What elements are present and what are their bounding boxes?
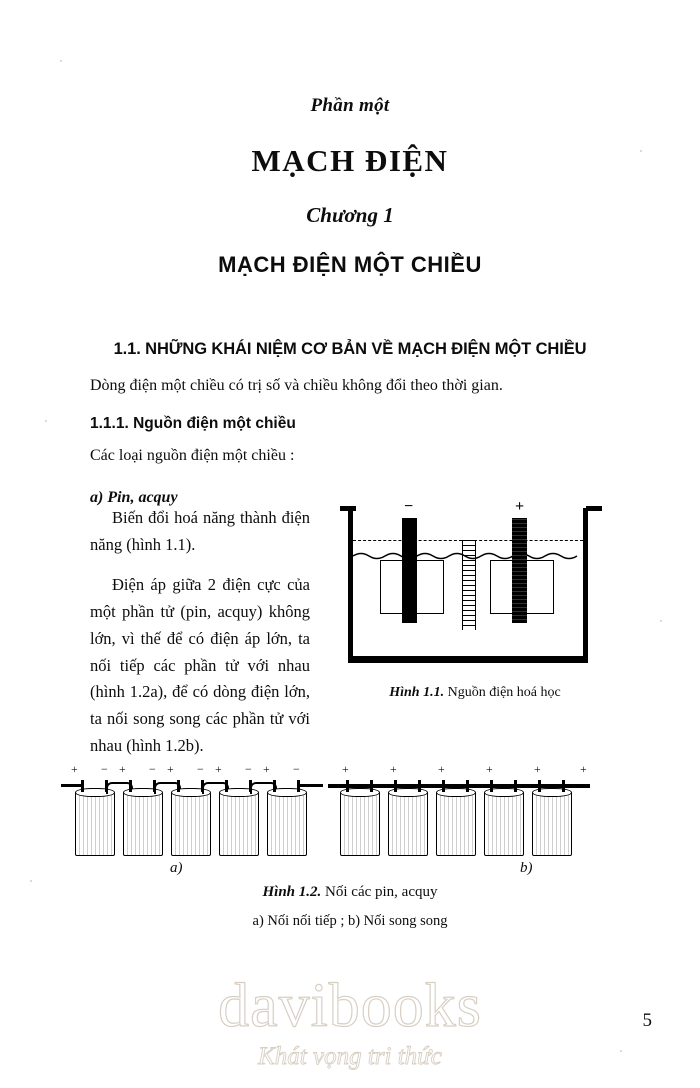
battery-cell <box>267 792 307 856</box>
figure-1-2 <box>60 760 640 930</box>
battery-cell <box>532 792 572 856</box>
sign-label: − <box>101 762 108 776</box>
battery-cell <box>75 792 115 856</box>
battery-cell <box>219 792 259 856</box>
battery-cell <box>484 792 524 856</box>
subsection-line: Các loại nguồn điện một chiều : <box>90 447 295 464</box>
scan-speck <box>45 420 47 422</box>
cell-terminal <box>177 780 180 792</box>
battery-connection-diagram <box>60 760 640 876</box>
sign-label: − <box>149 762 156 776</box>
battery-cell <box>171 792 211 856</box>
cell-terminal <box>418 780 421 792</box>
cell-terminal <box>129 780 132 792</box>
page-number: 5 <box>642 1010 652 1031</box>
figure-1-2-caption-sub: a) Nối nối tiếp ; b) Nối song song <box>252 913 448 929</box>
scan-speck <box>660 620 662 622</box>
cell-terminal <box>273 780 276 792</box>
sign-label: + <box>263 762 270 776</box>
paragraph: Biến đổi hoá năng thành điện năng (hình 1.1). <box>90 508 310 554</box>
subsection-title: 1.1.1. Nguồn điện một chiều <box>90 415 296 432</box>
figure-1-1-caption-text: Nguồn điện hoá học <box>447 685 561 700</box>
scan-speck <box>640 150 642 152</box>
sign-label: + <box>71 762 78 776</box>
item-title: a) Pin, acquy <box>90 489 178 506</box>
cell-terminal <box>466 780 469 792</box>
watermark <box>0 972 700 1071</box>
battery-cell <box>436 792 476 856</box>
cell-terminal <box>442 780 445 792</box>
electrochemical-cell-diagram <box>340 498 602 673</box>
section-title: 1.1. NHỮNG KHÁI NIỆM CƠ BẢN VỀ MẠCH ĐIỆN MỘT CHIỀU <box>113 340 587 358</box>
part-title: MẠCH ĐIỆN <box>251 143 449 178</box>
cell-terminal <box>225 780 228 792</box>
battery-cell <box>340 792 380 856</box>
scan-speck <box>60 60 62 62</box>
positive-sign-label: + <box>515 498 525 515</box>
tank-lip-right <box>586 506 602 511</box>
negative-electrode <box>402 518 417 623</box>
sign-label: + <box>390 762 397 776</box>
cell-terminal <box>514 780 517 792</box>
scan-speck <box>30 880 32 882</box>
watermark-main-text: davibooks <box>218 972 482 1040</box>
cell-terminal <box>394 780 397 792</box>
chapter-title: MẠCH ĐIỆN MỘT CHIỀU <box>218 252 482 277</box>
lead-wire-left <box>61 784 83 787</box>
lead-paragraph: Dòng điện một chiều có trị số và chiều không đổi theo thời gian. <box>90 377 503 394</box>
sign-label: + <box>438 762 445 776</box>
separator-membrane <box>462 540 476 630</box>
cell-terminal <box>490 780 493 792</box>
figure-1-2-label-a: a) <box>170 860 183 876</box>
cell-terminal <box>81 780 84 792</box>
sign-label: + <box>167 762 174 776</box>
watermark-sub-text: Khát vọng tri thức <box>258 1043 442 1070</box>
figure-1-2-caption-label: Hình 1.2. <box>262 884 322 900</box>
battery-cell <box>123 792 163 856</box>
negative-sign-label: − <box>404 498 414 515</box>
sign-label: + <box>580 762 587 776</box>
cell-terminal <box>562 780 565 792</box>
figure-1-1 <box>340 498 610 701</box>
sign-label: − <box>197 762 204 776</box>
figure-1-1-caption <box>340 685 610 701</box>
cell-terminal <box>370 780 373 792</box>
cell-terminal <box>538 780 541 792</box>
sign-label: + <box>342 762 349 776</box>
figure-1-2-caption <box>60 884 640 901</box>
sign-label: − <box>293 762 300 776</box>
sign-label: + <box>486 762 493 776</box>
figure-1-2-caption-text: Nối các pin, acquy <box>325 884 438 900</box>
sign-label: + <box>119 762 126 776</box>
lead-wire-right <box>297 784 323 787</box>
chapter-label: Chương 1 <box>306 203 394 227</box>
sign-label: + <box>215 762 222 776</box>
part-label: Phần một <box>310 95 390 116</box>
sign-label: − <box>245 762 252 776</box>
cell-terminal <box>346 780 349 792</box>
paragraph: Điện áp giữa 2 điện cực của một phần tử (pin, acquy) không lớn, vì thế để có điện áp lớn, ta nối tiếp các phần tử với nhau (hình 1.2a), để có dòng điện lớn, ta nối song song các phần tử với nhau (hình 1.2b). <box>90 575 310 755</box>
figure-1-2-label-b: b) <box>520 860 533 876</box>
sign-label: + <box>534 762 541 776</box>
figure-1-1-caption-label: Hình 1.1. <box>389 685 445 700</box>
scan-speck <box>620 1050 622 1052</box>
left-text-column <box>90 505 310 759</box>
positive-electrode <box>512 518 527 623</box>
tank-lip-left <box>340 506 356 511</box>
battery-cell <box>388 792 428 856</box>
